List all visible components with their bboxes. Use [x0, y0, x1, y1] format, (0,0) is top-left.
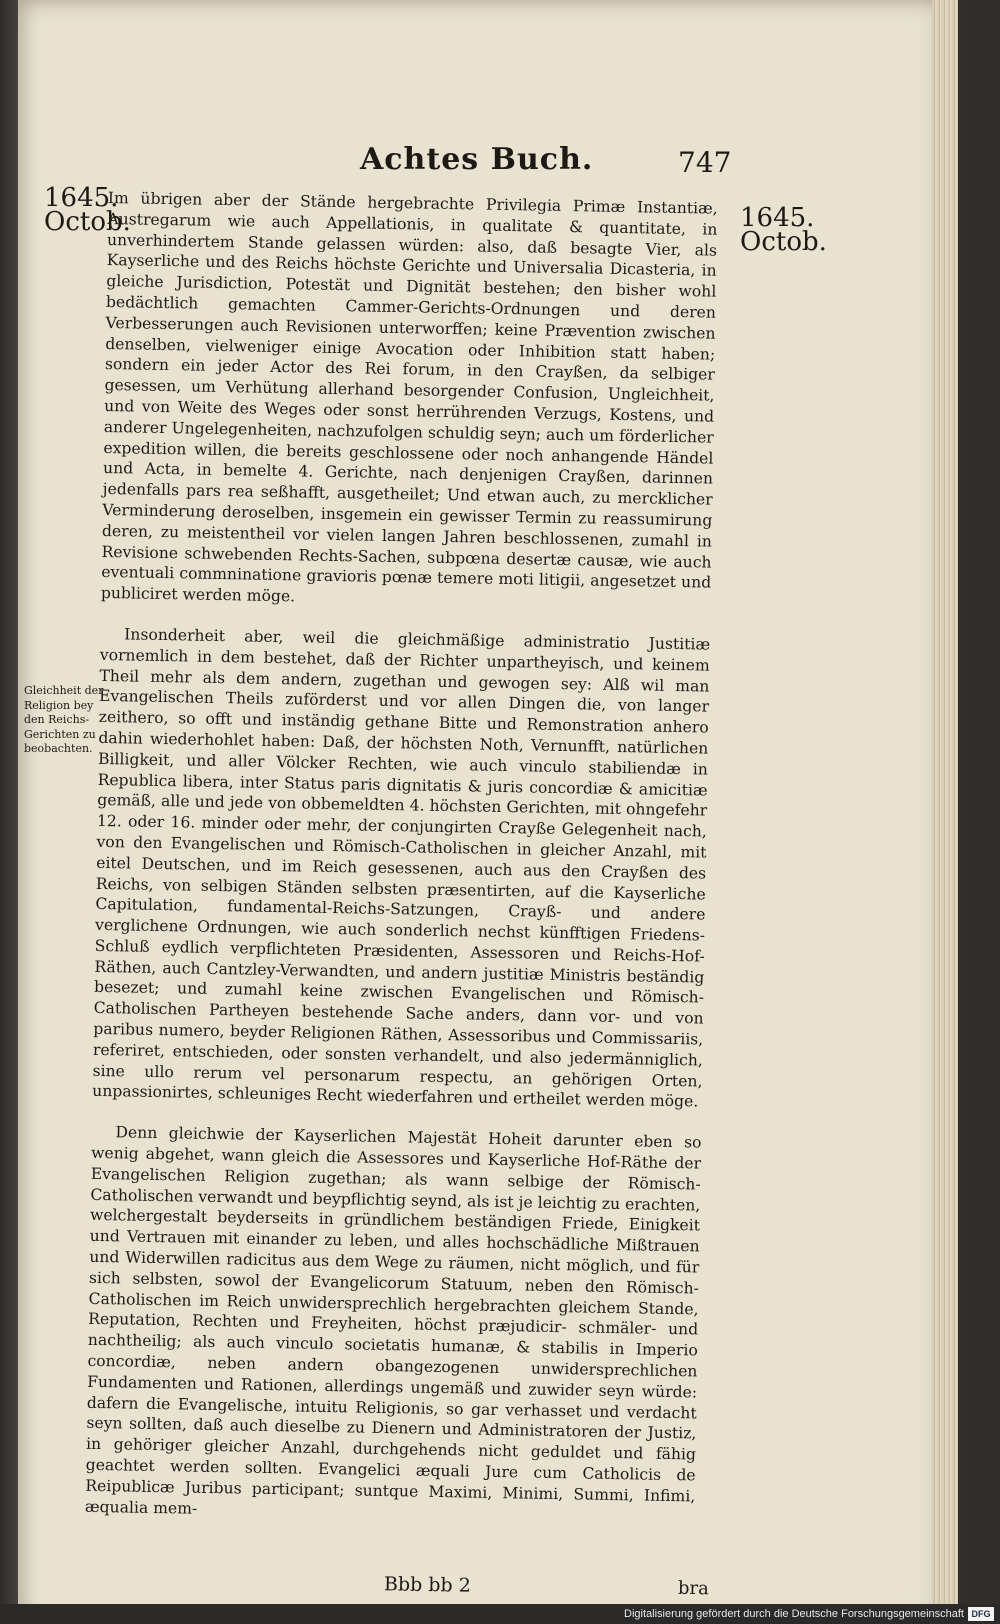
marginal-year: 1645.: [740, 203, 815, 233]
page-edge: [932, 0, 958, 1624]
footer-credit: Digitalisierung gefördert durch die Deutsche Forschungsgemeinschaft: [624, 1608, 964, 1620]
signature-mark: Bbb bb 2: [383, 1573, 471, 1597]
marginal-date-left: [44, 183, 131, 237]
marginal-month: Octob.: [740, 227, 827, 257]
paragraph-1: Im übrigen aber der Stände hergebrachte Privilegia Primæ Instantiæ, Austregarum wie auch Appellationis, in qualitate & quantitate, in unverhindertem Stande gelassen würden: also, daß besagte Vier, als Kayserliche und des Reichs höchste Gerichte und Universalia Dicasteria, in gleiche Jurisdiction, Potestät und Dignität bestehen; den bisher wohl bedächtlich gemachten Cammer-Gerichts-Ordnungen und deren Verbesserungen auch Revisionen unterworffen; keine Prævention zwischen denselben, vielweniger einige Avocation oder Inhibition statt haben; sondern ein jeder Actor des Rei forum, in den Crayßen, da selbiger gesessen, um Verhütung allerhand besorgender Confusion, Ungleichheit, und von Weite des Weges oder sonst herrührenden Verzugs, Kostens, und anderer Ungelegenheiten, nachzufolgen schuldig seyn; auch um förderlicher expedition willen, die bereits geschlossene oder noch anhangende Händel und Acta, in bemelte 4. Gerichte, nach denjenigen Crayßen, darinnen jedenfalls pars rea seßhafft, ausgetheilet; Und etwan auch, zu mercklicher Verminderung deroselben, insgemein ein gewisser Termin zu reassumirung deren, zu meistentheil vor vielen langen Jahren beschlossenen, zumahl in Revisione schwebenden Rechts-Sachen, subpœna desertæ causæ, wie auch eventuali commninatione gravioris pœnæ temere moti litigii, angesetzet und publiciret werden möge.: [100, 188, 718, 606]
running-title: Achtes Buch.: [360, 142, 594, 177]
paragraph-3: Denn gleichwie der Kayserlichen Majestät Hoheit darunter eben so wenig abgehet, wann gleich die Assessores und Kayserliche Hof-Räthe der Evangelischen Religion zugethan; als wann selbige der Römisch-Catholischen verwandt und beypflichtig seynd, als ist je leichtig zu erachten, welchergestalt beyderseits in gründlichem beständigen Friede, Einigkeit und Vertrauen mit einander zu leben, und alles hochschädliche Mißtrauen und Widerwillen radicitus aus dem Wege zu räumen, nicht möglich, und für sich selbsten, sowol der Evangelicorum Statuum, neben den Römisch-Catholischen im Reich unwidersprechlich hergebrachten gleichem Stande, Reputation, Rechten und Freyheiten, höchst præjudicir- schmäler- und nachtheilig; als auch vinculo societatis humanæ, & stabilis in Imperio concordiæ, neben andern obangezogenen unwidersprechlichen Fundamenten und Rationen, allerdings ungemäß und zuwider seyn würde: dafern die Evangelische, intuitu Religionis, so gar verhasset und verdacht seyn sollten, daß auch dieselbe zu Dienern und Administratoren der Justiz, in gehöriger gleicher Anzahl, durchgehends nicht geduldet und fähig geachtet werden sollten. Evangelici æquali Jure cum Catholicis de Reipublicæ Juribus participant; suntque Maximi, Minimi, Summi, Infimi, æqualia mem-: [84, 1123, 702, 1518]
page-header: [30, 142, 940, 188]
dfg-logo-icon: DFG: [968, 1607, 994, 1621]
marginal-date-right: [740, 203, 827, 257]
page-number: 747: [678, 146, 732, 179]
body-text: [85, 188, 718, 1528]
marginal-year: 1645.: [44, 183, 119, 213]
catchword: bra: [677, 1577, 710, 1600]
digitization-footer: [0, 1604, 1000, 1624]
marginal-month: Octob.: [44, 207, 131, 237]
paragraph-2: Insonderheit aber, weil die gleichmäßige administratio Justitiæ vornemlich in dem bestehet, daß der Richter unpartheyisch, und keinem Theil mehr als dem andern, zugethan und gewogen sey: Alß wil man Evangelischen Theils zuförderst und vor allen Dingen die, von langer zeithero, so offt und inständig gethane Bitte und Remonstration anhero dahin wiederhohlet haben: Daß, der höchsten Noth, Vernunfft, natürlichen Billigkeit, und aller Völcker Rechten, wie auch vinculo stabiliendæ in Republica libera, inter Status paris dignitatis & juris concordiæ & amicitiæ gemäß, alle und jede von obbemeldten 4. höchsten Gerichten, mit ohngefehr 12. oder 16. minder oder mehr, der conjungirten Crayße Gelegenheit nach, von den Evangelischen und Römisch-Catholischen in gleicher Anzahl, mit eitel Deutschen, und im Reich gesessenen, auch aus den Crayßen des Reichs, von selbigen Ständen selbsten præsentirten, auf die Kayserliche Capitulation, fundamental-Reichs-Satzungen, Crayß- und andere verglichene Ordnungen, wie auch sonderlich nechst künfftigen Friedens-Schluß eydlich verpflichteten Præsidenten, Assessoren und Reichs-Hof-Räthen, auch Cantzley-Verwandten, und andern justitiæ Ministris beständig besezet; und zumahl keine zwischen Evangelischen und Römisch-Catholischen Partheyen bestehende Sache anders, dann vor- und von paribus numero, beyder Religionen Räthen, Assessoribus und Commissariis, referiret, entschieden, oder sonsten verhandelt, und also jedermänniglich, sine ullo rerum vel personarum respectu, an gehörigen Orten, unpassionirtes, schleuniges Recht wiederfahren und ertheilet werden möge.: [92, 625, 711, 1111]
margin-note: Gleichheit der Religion bey den Reichs-Gerichten zu beobachten.: [24, 684, 104, 755]
